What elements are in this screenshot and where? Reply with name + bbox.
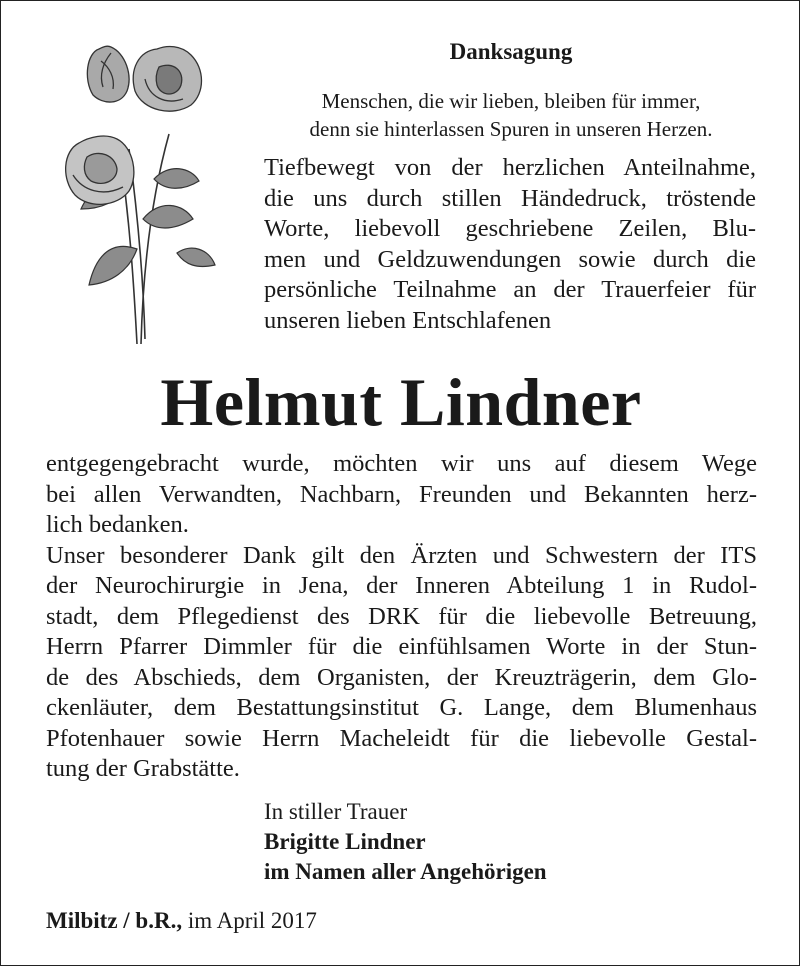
motto-line: denn sie hinterlassen Spuren in unseren Herzen. [309,117,713,141]
text-line: ckenläuter, dem Bestattungsinstitut G. Lange, dem Blumenhaus [46,694,757,721]
signature-family: im Namen aller Angehörigen [264,859,547,884]
text-line: persönliche Teilnahme an der Trauerfeier für [264,276,756,303]
place: Milbitz / b.R., [46,908,183,933]
body-paragraph [46,449,757,785]
text-line: tung der Grabstätte. [46,755,240,782]
text-line: bei allen Verwandten, Nachbarn, Freunden und Bekannten herz- [46,480,757,508]
roses-illustration-icon [59,39,239,349]
signature-intro: In stiller Trauer [264,799,408,824]
place-date [46,906,317,936]
text-line: Unser besonderer Dank gilt den Ärzten und Schwestern der ITS [46,541,757,569]
signature-block [264,797,547,887]
signature-name: Brigitte Lindner [264,829,426,854]
text-line: de des Abschieds, dem Organisten, der Kreuzträgerin, dem Glo- [46,663,757,691]
text-line: Herrn Pfarrer Dimmler für die einfühlsamen Worte in der Stun- [46,633,757,660]
text-line: men und Geldzuwendungen sowie durch die [264,245,756,273]
text-line: lich bedanken. [46,511,189,538]
text-line: entgegengebracht wurde, möchten wir uns auf diesem Wege [46,450,757,477]
deceased-name: Helmut Lindner [160,364,642,440]
text-line: stadt, dem Pflegedienst des DRK für die liebevolle Betreuung, [46,602,757,630]
text-line: der Neurochirurgie in Jena, der Inneren Abteilung 1 in Rudol- [46,572,757,599]
text-line: Worte, liebevoll geschriebene Zeilen, Blu- [264,215,756,242]
motto-line: Menschen, die wir lieben, bleiben für immer, [321,89,701,113]
heading-danksagung: Danksagung [449,39,573,64]
text-line: Tiefbewegt von der herzlichen Anteilnahme, [264,154,756,181]
text-line: unseren lieben Entschlafenen [264,306,552,334]
motto [261,87,761,143]
text-line: die uns durch stillen Händedruck, tröstende [264,184,756,212]
date: im April 2017 [187,908,317,933]
intro-paragraph [264,153,756,336]
text-line: Pfotenhauer sowie Herrn Macheleidt für die liebevolle Gestal- [46,724,757,752]
